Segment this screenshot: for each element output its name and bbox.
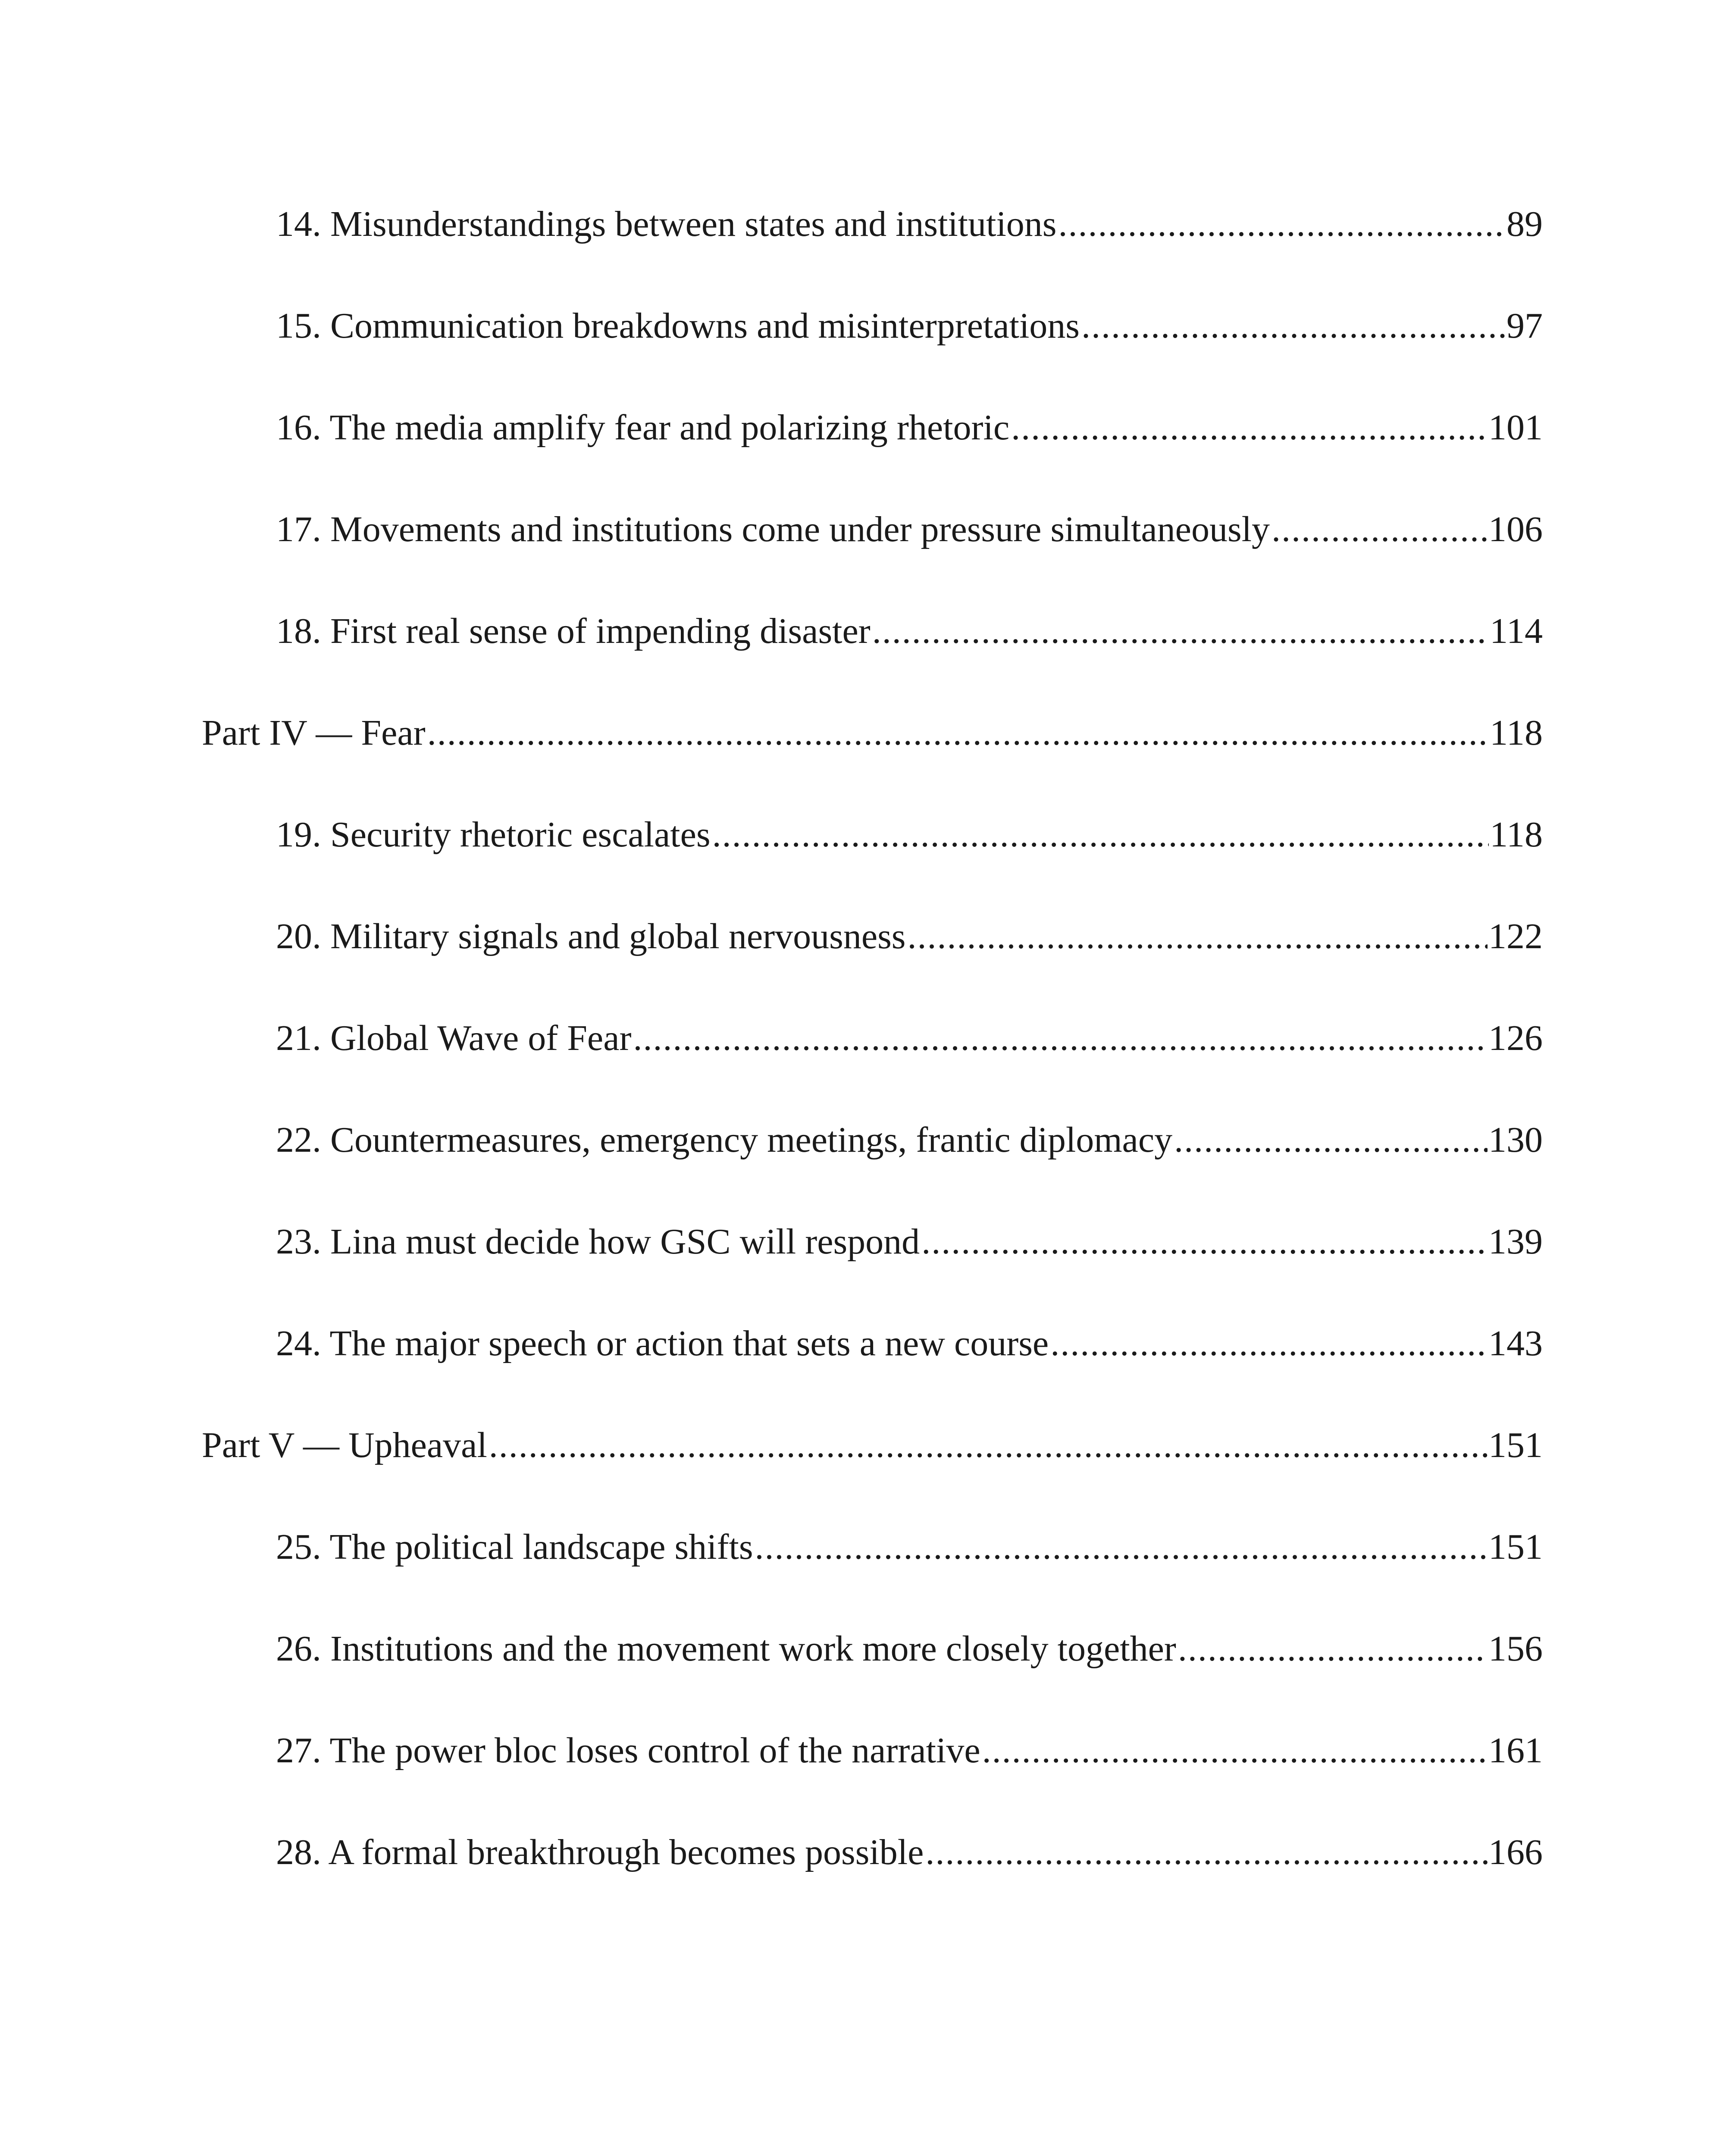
toc-entry-page: 166	[1488, 1832, 1543, 1872]
toc-entry-title: 23. Lina must decide how GSC will respond	[276, 1222, 920, 1262]
dot-leader	[633, 1017, 1488, 1060]
toc-entry-title: 18. First real sense of impending disaster	[276, 611, 871, 651]
dot-leader	[1058, 203, 1506, 246]
toc-entry-title: 26. Institutions and the movement work more closely together	[276, 1629, 1176, 1669]
toc-entry-title: 24. The major speech or action that sets a new course	[276, 1323, 1049, 1363]
dot-leader	[921, 1220, 1488, 1263]
dot-leader	[712, 813, 1489, 856]
toc-entry-title: 15. Communication breakdowns and misinterpretations	[276, 306, 1080, 346]
toc-entry-page: 143	[1488, 1323, 1543, 1363]
dot-leader	[1011, 406, 1488, 449]
dot-leader	[1178, 1627, 1488, 1670]
toc-entry-page: 126	[1488, 1018, 1543, 1058]
toc-entry-page: 97	[1506, 306, 1543, 346]
toc-entry-chapter-21	[202, 1017, 1543, 1119]
dot-leader	[1272, 508, 1488, 551]
toc-entry-page: 151	[1488, 1527, 1543, 1567]
toc-entry-chapter-28	[202, 1831, 1543, 1933]
dot-leader	[427, 711, 1489, 755]
table-of-contents	[202, 203, 1543, 1933]
dot-leader	[1050, 1322, 1488, 1365]
toc-entry-title: 14. Misunderstandings between states and institutions	[276, 204, 1057, 244]
toc-entry-part-v	[202, 1424, 1543, 1526]
toc-entry-page: 139	[1488, 1222, 1543, 1262]
toc-entry-page: 130	[1488, 1120, 1543, 1160]
toc-entry-title: 19. Security rhetoric escalates	[276, 815, 711, 855]
dot-leader	[925, 1831, 1488, 1874]
toc-entry-chapter-23	[202, 1220, 1543, 1322]
toc-entry-chapter-20	[202, 915, 1543, 1017]
dot-leader	[872, 610, 1489, 653]
toc-entry-title: 28. A formal breakthrough becomes possible	[276, 1832, 924, 1872]
toc-entry-part-iv	[202, 711, 1543, 813]
toc-entry-page: 101	[1488, 407, 1543, 448]
toc-entry-title: 25. The political landscape shifts	[276, 1527, 753, 1567]
toc-entry-page: 118	[1490, 713, 1543, 753]
dot-leader	[982, 1729, 1488, 1772]
dot-leader	[907, 915, 1488, 958]
dot-leader	[1081, 304, 1506, 348]
toc-entry-page: 156	[1488, 1629, 1543, 1669]
toc-entry-title: 20. Military signals and global nervousness	[276, 916, 906, 956]
toc-entry-chapter-16	[202, 406, 1543, 508]
toc-entry-title: 16. The media amplify fear and polarizing rhetoric	[276, 407, 1010, 448]
toc-entry-chapter-17	[202, 508, 1543, 610]
toc-entry-page: 151	[1488, 1425, 1543, 1465]
dot-leader	[1174, 1119, 1488, 1162]
toc-entry-chapter-24	[202, 1322, 1543, 1424]
toc-entry-chapter-26	[202, 1627, 1543, 1729]
toc-entry-chapter-19	[202, 813, 1543, 915]
toc-entry-title: 17. Movements and institutions come under pressure simultaneously	[276, 509, 1270, 549]
toc-entry-page: 114	[1490, 611, 1543, 651]
toc-entry-chapter-18	[202, 610, 1543, 711]
toc-entry-page: 118	[1490, 815, 1543, 855]
toc-entry-chapter-27	[202, 1729, 1543, 1831]
toc-entry-title: 27. The power bloc loses control of the narrative	[276, 1730, 980, 1771]
toc-entry-page: 161	[1488, 1730, 1543, 1771]
toc-entry-chapter-15	[202, 304, 1543, 406]
toc-entry-title: 22. Countermeasures, emergency meetings, frantic diplomacy	[276, 1120, 1173, 1160]
toc-entry-page: 106	[1488, 509, 1543, 549]
dot-leader	[489, 1424, 1488, 1467]
toc-entry-chapter-25	[202, 1526, 1543, 1627]
toc-entry-page: 122	[1488, 916, 1543, 956]
toc-entry-title: 21. Global Wave of Fear	[276, 1018, 632, 1058]
toc-entry-chapter-22	[202, 1119, 1543, 1220]
toc-entry-title: Part IV — Fear	[202, 713, 426, 753]
toc-entry-title: Part V — Upheaval	[202, 1425, 487, 1465]
dot-leader	[755, 1526, 1488, 1569]
toc-entry-page: 89	[1506, 204, 1543, 244]
toc-entry-chapter-14	[202, 203, 1543, 304]
